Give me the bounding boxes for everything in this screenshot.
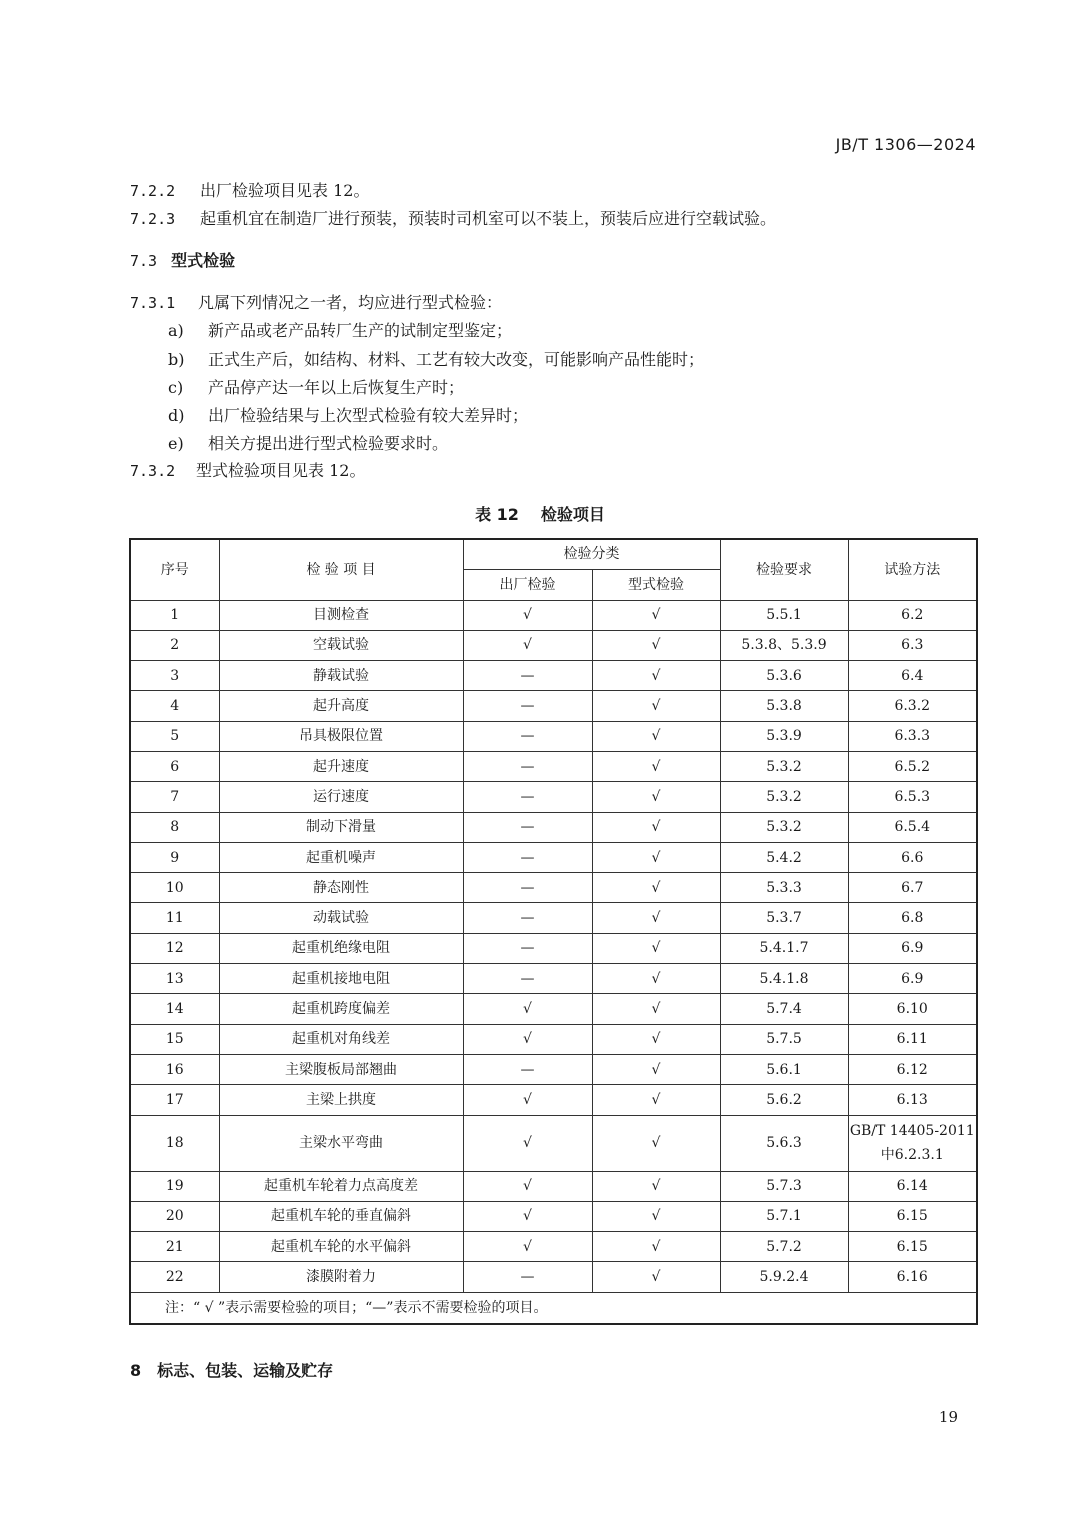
inspection-items-table xyxy=(129,538,978,1325)
cell-item: 主梁腹板局部翘曲 xyxy=(219,1054,463,1084)
cell-item: 起重机跨度偏差 xyxy=(219,994,463,1024)
clause-text: 凡属下列情况之一者，均应进行型式检验： xyxy=(198,293,503,312)
cell-type: √ xyxy=(592,812,720,842)
cell-item: 起升速度 xyxy=(219,751,463,781)
cell-requirement: 5.3.8、5.3.9 xyxy=(720,630,848,660)
cell-factory: — xyxy=(463,903,592,933)
cell-method: 6.2 xyxy=(848,600,977,630)
cell-requirement: 5.5.1 xyxy=(720,600,848,630)
cell-item: 起重机车轮的水平偏斜 xyxy=(219,1232,463,1262)
cell-seq: 18 xyxy=(130,1115,219,1171)
list-marker: c) xyxy=(168,378,184,397)
cell-factory: — xyxy=(463,691,592,721)
cell-seq: 19 xyxy=(130,1171,219,1201)
cell-type: √ xyxy=(592,782,720,812)
cell-method: 6.3.3 xyxy=(848,721,977,751)
table-title: 检验项目 xyxy=(540,505,605,524)
cell-factory: √ xyxy=(463,994,592,1024)
cell-seq: 11 xyxy=(130,903,219,933)
list-marker: b) xyxy=(168,350,185,369)
cell-requirement: 5.3.2 xyxy=(720,782,848,812)
cell-type: √ xyxy=(592,661,720,691)
cell-seq: 21 xyxy=(130,1232,219,1262)
header-factory: 出厂检验 xyxy=(463,569,592,600)
cell-factory: √ xyxy=(463,600,592,630)
table-note: 注：“ √ ”表示需要检验的项目；“—”表示不需要检验的项目。 xyxy=(130,1292,977,1324)
cell-requirement: 5.7.2 xyxy=(720,1232,848,1262)
section-title: 标志、包装、运输及贮存 xyxy=(157,1361,334,1380)
cell-requirement: 5.6.2 xyxy=(720,1085,848,1115)
cell-seq: 6 xyxy=(130,751,219,781)
cell-seq: 2 xyxy=(130,630,219,660)
cell-factory: √ xyxy=(463,1115,592,1171)
cell-factory: — xyxy=(463,842,592,872)
table-row xyxy=(130,873,977,903)
table-label: 表 12 xyxy=(475,505,519,524)
cell-item: 制动下滑量 xyxy=(219,812,463,842)
table-row xyxy=(130,842,977,872)
cell-item: 静载试验 xyxy=(219,661,463,691)
clause-7-2-3 xyxy=(130,206,776,229)
cell-method: 6.5.2 xyxy=(848,751,977,781)
list-marker: d) xyxy=(168,406,185,425)
table-row xyxy=(130,1262,977,1292)
header-type: 型式检验 xyxy=(592,569,720,600)
clause-number: 7.3.2 xyxy=(130,462,176,480)
cell-type: √ xyxy=(592,1085,720,1115)
cell-item: 起升高度 xyxy=(219,691,463,721)
cell-type: √ xyxy=(592,721,720,751)
header-category: 检验分类 xyxy=(463,539,720,569)
cell-method: 6.7 xyxy=(848,873,977,903)
table-row xyxy=(130,600,977,630)
cell-type: √ xyxy=(592,903,720,933)
document-id: JB/T 1306—2024 xyxy=(835,135,976,154)
table-row xyxy=(130,1024,977,1054)
cell-seq: 9 xyxy=(130,842,219,872)
list-marker: a) xyxy=(168,321,184,340)
cell-type: √ xyxy=(592,751,720,781)
cell-method: 6.15 xyxy=(848,1232,977,1262)
cell-factory: √ xyxy=(463,630,592,660)
cell-method: 6.6 xyxy=(848,842,977,872)
header-seq: 序号 xyxy=(130,539,219,600)
cell-requirement: 5.9.2.4 xyxy=(720,1262,848,1292)
table-row xyxy=(130,691,977,721)
cell-requirement: 5.7.1 xyxy=(720,1201,848,1231)
cell-item: 起重机对角线差 xyxy=(219,1024,463,1054)
cell-type: √ xyxy=(592,1054,720,1084)
cell-type: √ xyxy=(592,873,720,903)
cell-factory: — xyxy=(463,933,592,963)
cell-requirement: 5.4.1.7 xyxy=(720,933,848,963)
cell-method: 6.9 xyxy=(848,964,977,994)
table-row xyxy=(130,1171,977,1201)
cell-type: √ xyxy=(592,994,720,1024)
cell-method: 6.14 xyxy=(848,1171,977,1201)
header-method: 试验方法 xyxy=(848,539,977,600)
cell-method: 6.3.2 xyxy=(848,691,977,721)
cell-requirement: 5.3.2 xyxy=(720,751,848,781)
cell-item: 起重机车轮的垂直偏斜 xyxy=(219,1201,463,1231)
cell-item: 主梁上拱度 xyxy=(219,1085,463,1115)
cell-seq: 13 xyxy=(130,964,219,994)
cell-method: 6.11 xyxy=(848,1024,977,1054)
table-row xyxy=(130,812,977,842)
list-item-a xyxy=(168,318,512,341)
cell-method: 6.8 xyxy=(848,903,977,933)
cell-method: 6.15 xyxy=(848,1201,977,1231)
cell-requirement: 5.3.7 xyxy=(720,903,848,933)
cell-method xyxy=(848,1115,977,1171)
cell-factory: — xyxy=(463,721,592,751)
table-row xyxy=(130,933,977,963)
table-row xyxy=(130,1232,977,1262)
list-item-d xyxy=(168,403,528,426)
cell-seq: 3 xyxy=(130,661,219,691)
table-row xyxy=(130,782,977,812)
cell-method: 6.13 xyxy=(848,1085,977,1115)
cell-seq: 10 xyxy=(130,873,219,903)
cell-seq: 1 xyxy=(130,600,219,630)
clause-number: 7.2.2 xyxy=(130,182,176,200)
cell-type: √ xyxy=(592,1262,720,1292)
cell-method: 6.5.4 xyxy=(848,812,977,842)
cell-type: √ xyxy=(592,933,720,963)
cell-method: 6.10 xyxy=(848,994,977,1024)
cell-factory: √ xyxy=(463,1024,592,1054)
list-text: 正式生产后，如结构、材料、工艺有较大改变，可能影响产品性能时； xyxy=(208,350,705,369)
cell-requirement: 5.3.9 xyxy=(720,721,848,751)
table-row xyxy=(130,994,977,1024)
cell-requirement: 5.6.1 xyxy=(720,1054,848,1084)
cell-item: 运行速度 xyxy=(219,782,463,812)
cell-seq: 20 xyxy=(130,1201,219,1231)
clause-text: 型式检验项目见表 12。 xyxy=(196,461,366,480)
header-item: 检 验 项 目 xyxy=(219,539,463,600)
cell-method: 6.5.3 xyxy=(848,782,977,812)
cell-factory: — xyxy=(463,812,592,842)
clause-number: 7.2.3 xyxy=(130,210,176,228)
table-row xyxy=(130,903,977,933)
cell-type: √ xyxy=(592,1232,720,1262)
cell-item: 吊具极限位置 xyxy=(219,721,463,751)
cell-item: 起重机绝缘电阻 xyxy=(219,933,463,963)
table-row xyxy=(130,1115,977,1171)
section-number: 8 xyxy=(130,1361,142,1380)
table-header-row xyxy=(130,539,977,569)
cell-requirement: 5.7.3 xyxy=(720,1171,848,1201)
cell-item: 主梁水平弯曲 xyxy=(219,1115,463,1171)
cell-requirement: 5.4.1.8 xyxy=(720,964,848,994)
cell-type: √ xyxy=(592,1024,720,1054)
cell-method: 6.12 xyxy=(848,1054,977,1084)
cell-item: 起重机车轮着力点高度差 xyxy=(219,1171,463,1201)
cell-seq: 15 xyxy=(130,1024,219,1054)
cell-factory: √ xyxy=(463,1085,592,1115)
cell-requirement: 5.4.2 xyxy=(720,842,848,872)
list-text: 相关方提出进行型式检验要求时。 xyxy=(208,434,449,453)
list-item-c xyxy=(168,375,464,398)
cell-item: 空载试验 xyxy=(219,630,463,660)
cell-requirement: 5.3.6 xyxy=(720,661,848,691)
cell-seq: 8 xyxy=(130,812,219,842)
cell-type: √ xyxy=(592,964,720,994)
cell-requirement: 5.7.4 xyxy=(720,994,848,1024)
cell-method: 6.3 xyxy=(848,630,977,660)
cell-requirement: 5.3.2 xyxy=(720,812,848,842)
cell-type: √ xyxy=(592,1171,720,1201)
clause-text: 起重机宜在制造厂进行预装，预装时司机室可以不装上，预装后应进行空载试验。 xyxy=(200,209,777,228)
cell-type: √ xyxy=(592,1201,720,1231)
cell-seq: 16 xyxy=(130,1054,219,1084)
cell-type: √ xyxy=(592,630,720,660)
cell-requirement: 5.7.5 xyxy=(720,1024,848,1054)
section-title: 型式检验 xyxy=(171,251,236,270)
method-line-2: 中6.2.3.1 xyxy=(880,1147,944,1164)
cell-factory: — xyxy=(463,1054,592,1084)
table-caption xyxy=(0,502,1080,525)
table-row xyxy=(130,630,977,660)
cell-factory: — xyxy=(463,751,592,781)
list-item-b xyxy=(168,347,704,370)
table-row xyxy=(130,751,977,781)
cell-type: √ xyxy=(592,842,720,872)
section-number: 7.3 xyxy=(130,252,158,270)
cell-seq: 4 xyxy=(130,691,219,721)
cell-seq: 22 xyxy=(130,1262,219,1292)
cell-method: 6.9 xyxy=(848,933,977,963)
cell-item: 起重机接地电阻 xyxy=(219,964,463,994)
page-number: 19 xyxy=(938,1408,958,1426)
cell-seq: 5 xyxy=(130,721,219,751)
section-heading-7-3 xyxy=(130,248,235,271)
list-item-e xyxy=(168,431,448,454)
clause-7-3-1 xyxy=(130,290,502,313)
cell-factory: √ xyxy=(463,1201,592,1231)
cell-factory: — xyxy=(463,964,592,994)
header-requirement: 检验要求 xyxy=(720,539,848,600)
cell-method: 6.4 xyxy=(848,661,977,691)
cell-factory: √ xyxy=(463,1232,592,1262)
cell-method: 6.16 xyxy=(848,1262,977,1292)
cell-factory: — xyxy=(463,873,592,903)
section-heading-8 xyxy=(130,1358,333,1381)
table-row xyxy=(130,964,977,994)
method-line-1: GB/T 14405-2011 xyxy=(849,1123,975,1140)
clause-7-3-2 xyxy=(130,458,365,481)
cell-requirement: 5.3.8 xyxy=(720,691,848,721)
cell-item: 起重机噪声 xyxy=(219,842,463,872)
cell-item: 静态刚性 xyxy=(219,873,463,903)
cell-item: 目测检查 xyxy=(219,600,463,630)
cell-factory: — xyxy=(463,661,592,691)
list-text: 新产品或老产品转厂生产的试制定型鉴定； xyxy=(208,321,513,340)
table-note-row xyxy=(130,1292,977,1324)
cell-factory: — xyxy=(463,782,592,812)
cell-type: √ xyxy=(592,600,720,630)
table-row xyxy=(130,721,977,751)
table-row xyxy=(130,1054,977,1084)
cell-requirement: 5.6.3 xyxy=(720,1115,848,1171)
clause-number: 7.3.1 xyxy=(130,294,176,312)
cell-type: √ xyxy=(592,691,720,721)
cell-factory: √ xyxy=(463,1171,592,1201)
cell-type: √ xyxy=(592,1115,720,1171)
table-row xyxy=(130,1085,977,1115)
cell-seq: 17 xyxy=(130,1085,219,1115)
cell-requirement: 5.3.3 xyxy=(720,873,848,903)
cell-item: 动载试验 xyxy=(219,903,463,933)
cell-item: 漆膜附着力 xyxy=(219,1262,463,1292)
table-row xyxy=(130,661,977,691)
cell-factory: — xyxy=(463,1262,592,1292)
cell-seq: 12 xyxy=(130,933,219,963)
list-marker: e) xyxy=(168,434,184,453)
clause-7-2-2 xyxy=(130,178,369,201)
list-text: 出厂检验结果与上次型式检验有较大差异时； xyxy=(208,406,529,425)
list-text: 产品停产达一年以上后恢复生产时； xyxy=(208,378,465,397)
cell-seq: 7 xyxy=(130,782,219,812)
table-row xyxy=(130,1201,977,1231)
cell-seq: 14 xyxy=(130,994,219,1024)
clause-text: 出厂检验项目见表 12。 xyxy=(200,181,370,200)
